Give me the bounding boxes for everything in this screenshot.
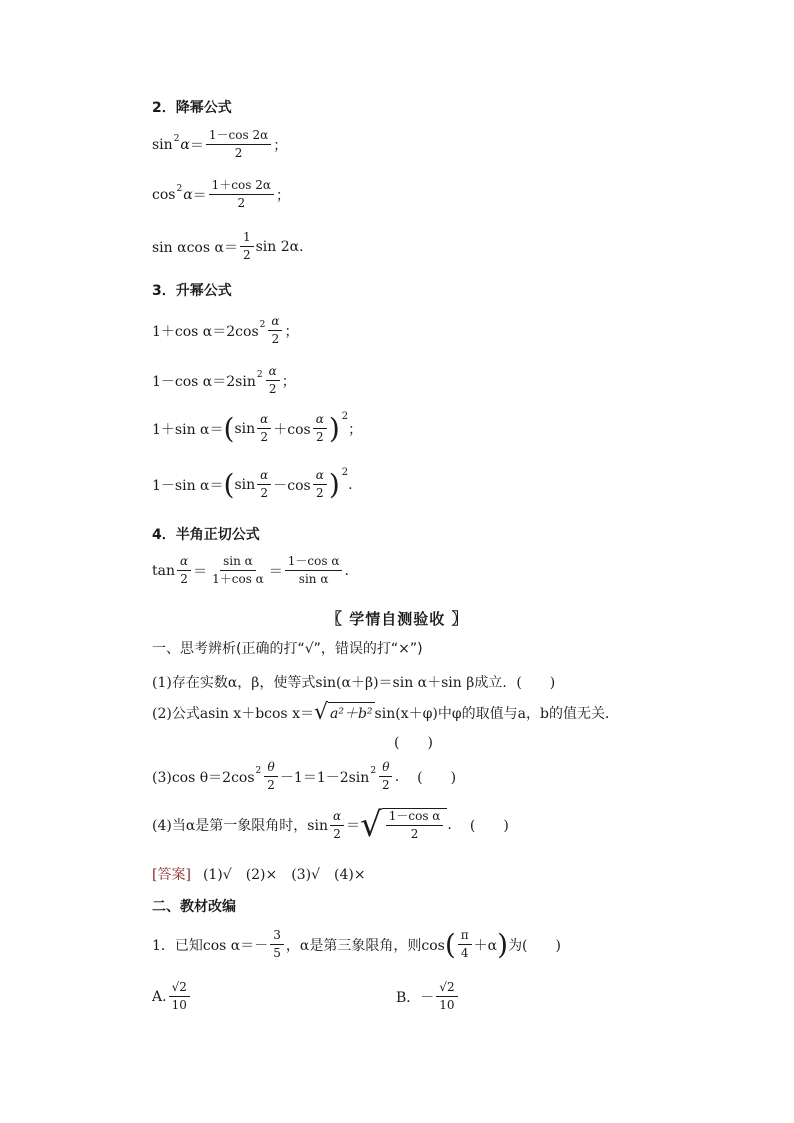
- func: －cos: [273, 477, 311, 494]
- question-text: sin(x＋φ)中φ的取值与a，b的值无关．: [374, 706, 619, 722]
- question-text: 1．已知cos α＝－: [152, 937, 269, 954]
- radicand: a²＋b²: [328, 702, 375, 724]
- numerator: α: [313, 468, 327, 485]
- exp: 2: [255, 765, 262, 776]
- question-3: [152, 760, 457, 793]
- question-4: [152, 805, 509, 845]
- eq: ＝: [268, 563, 283, 580]
- term: ＋α: [473, 937, 498, 954]
- numerator: θ: [379, 760, 392, 777]
- fraction: [270, 928, 284, 961]
- formula-sincos: [152, 230, 304, 263]
- denominator: 2: [237, 196, 246, 210]
- numerator: α: [177, 554, 191, 571]
- fraction: [257, 468, 271, 501]
- question-text: (3)cos θ＝2cos: [152, 769, 255, 786]
- numerator: 1－cos α: [386, 809, 444, 826]
- denominator: 4: [460, 946, 469, 960]
- section-2-title: 2．降幂公式: [152, 100, 232, 116]
- lhs: 1－cos α＝2sin: [152, 373, 256, 390]
- question-text: 为( ): [508, 937, 561, 954]
- option-b: [396, 980, 460, 1013]
- numerator: 1－cos α: [285, 554, 343, 571]
- radical-icon: √: [360, 805, 382, 845]
- punct: .: [344, 562, 349, 579]
- eq: ＝: [346, 818, 361, 834]
- section-3-title: 3．升幂公式: [152, 283, 232, 299]
- option-label: A.: [152, 988, 167, 1005]
- fraction: [240, 230, 254, 263]
- numerator: √2: [169, 980, 190, 997]
- option-a: [152, 980, 192, 1013]
- func: sin: [234, 420, 256, 437]
- rhs: sin 2α.: [255, 238, 304, 255]
- denominator: 5: [273, 946, 281, 960]
- fraction: [313, 468, 327, 501]
- fraction: [379, 760, 393, 793]
- answer-blank: ( ): [516, 675, 556, 691]
- question-2-blank: [394, 732, 433, 752]
- punct: ；: [275, 187, 290, 204]
- answer-blank: ( ): [469, 818, 509, 834]
- numerator: α: [257, 468, 271, 485]
- punct: .: [447, 817, 452, 833]
- punct: .: [348, 476, 353, 493]
- denominator: 2: [180, 572, 188, 586]
- answer-line: [152, 864, 366, 884]
- punct: ；: [284, 323, 299, 340]
- question-text: (4)当α是第一象限角时，sin: [152, 818, 328, 834]
- numerator: α: [268, 314, 282, 331]
- denominator: 2: [260, 486, 268, 500]
- fraction: [436, 980, 457, 1013]
- sqrt: [360, 805, 447, 845]
- answer-text: (1)√ (2)× (3)√ (4)×: [202, 867, 366, 883]
- numerator: sin α: [220, 554, 256, 571]
- numerator: 1＋cos 2α: [209, 178, 274, 195]
- exp: 2: [370, 765, 377, 776]
- section-4-title: 4．半角正切公式: [152, 527, 260, 543]
- sqrt: [314, 702, 375, 724]
- formula-1psin: [152, 412, 362, 445]
- punct: .: [394, 768, 400, 785]
- numerator: α: [257, 412, 271, 429]
- denominator: 2: [410, 827, 419, 841]
- question-1: [152, 672, 556, 692]
- left-paren: (: [223, 411, 235, 445]
- exp: 2: [176, 183, 183, 194]
- radicand: [382, 808, 448, 842]
- radical-icon: √: [313, 700, 328, 725]
- option-label: B．－: [396, 989, 435, 1006]
- fraction: [285, 554, 343, 587]
- punct: ；: [273, 137, 288, 154]
- section-banner-text: 学情自测验收: [349, 610, 446, 628]
- fraction: [257, 412, 271, 445]
- question-text: (2)公式asin x＋bcos x＝: [152, 706, 314, 722]
- func: tan: [152, 562, 175, 579]
- left-bracket: 〖: [326, 609, 344, 628]
- denominator: 2: [242, 248, 251, 262]
- exp: 2: [341, 467, 349, 478]
- left-paren: (: [444, 927, 456, 961]
- formula-tan-half: [152, 554, 349, 587]
- denominator: 1＋cos α: [212, 572, 264, 586]
- numerator: θ: [264, 760, 277, 777]
- func: cos: [152, 186, 176, 203]
- fraction: [209, 178, 274, 211]
- denominator: 2: [260, 430, 268, 444]
- answer-blank: ( ): [417, 769, 457, 786]
- punct: ；: [348, 421, 363, 438]
- question-2: [152, 702, 619, 724]
- question-text: (1)存在实数α，β，使等式sin(α＋β)＝sin α＋sin β成立．: [152, 675, 517, 691]
- denominator: 2: [271, 332, 280, 346]
- denominator: 2: [315, 486, 324, 500]
- numerator: α: [330, 809, 344, 826]
- formula-cos2: [152, 178, 290, 211]
- question-text: ，α是第三象限角，则cos: [285, 937, 445, 954]
- section-banner: [326, 606, 469, 629]
- fraction: [330, 809, 344, 842]
- part-2-title: 二、教材改编: [152, 899, 236, 915]
- numerator: 3: [270, 928, 284, 945]
- func: ＋cos: [273, 421, 311, 438]
- formula-sin2: [152, 128, 287, 161]
- fraction: [266, 364, 280, 397]
- right-paren: ): [328, 467, 340, 501]
- denominator: 2: [333, 826, 341, 841]
- denominator: 2: [315, 430, 324, 444]
- numerator: α: [313, 412, 327, 429]
- func: sin: [152, 136, 173, 153]
- denominator: 10: [439, 998, 455, 1012]
- func: sin: [234, 476, 256, 493]
- eq: ＝: [193, 563, 208, 580]
- fraction: [264, 760, 278, 793]
- fraction: [458, 928, 472, 961]
- var: α: [180, 136, 190, 153]
- fraction: [209, 554, 267, 587]
- exercise-1: [152, 928, 561, 961]
- right-paren: ): [497, 927, 509, 961]
- answer-blank: ( ): [394, 735, 433, 751]
- fraction: [206, 128, 271, 161]
- part-1-title: 一、思考辨析(正确的打“√”，错误的打“×”): [152, 641, 423, 657]
- exp: 2: [341, 411, 349, 422]
- question-text: －1＝1－2sin: [279, 769, 370, 786]
- exp: 2: [173, 133, 180, 144]
- var: α: [183, 186, 193, 203]
- denominator: 2: [382, 778, 390, 792]
- right-paren: ): [328, 411, 340, 445]
- denominator: 2: [267, 778, 275, 792]
- lhs: 1＋sin α＝: [152, 421, 224, 438]
- exp: 2: [256, 369, 263, 380]
- denominator: 10: [171, 998, 187, 1012]
- numerator: √2: [436, 980, 457, 997]
- formula-1pcos: [152, 314, 298, 347]
- numerator: α: [266, 364, 280, 381]
- formula-1msin: [152, 468, 353, 501]
- numerator: 1－cos 2α: [206, 128, 271, 145]
- formula-1mcos: [152, 364, 296, 397]
- answer-tag: [答案]: [152, 867, 191, 883]
- denominator: sin α: [298, 572, 329, 586]
- left-paren: (: [223, 467, 235, 501]
- exp: 2: [259, 319, 266, 330]
- denominator: 2: [234, 146, 243, 160]
- numerator: π: [458, 928, 472, 945]
- fraction: [169, 980, 190, 1013]
- fraction: [386, 809, 444, 842]
- right-bracket: 〗: [451, 609, 469, 628]
- fraction: [313, 412, 327, 445]
- denominator: 2: [268, 382, 277, 396]
- lhs: 1＋cos α＝2cos: [152, 323, 259, 340]
- fraction: [177, 554, 191, 587]
- fraction: [268, 314, 282, 347]
- eq: ＝: [189, 137, 204, 154]
- lhs: sin αcos α＝: [152, 239, 238, 256]
- numerator: 1: [240, 230, 254, 247]
- lhs: 1－sin α＝: [152, 477, 224, 494]
- punct: ；: [281, 373, 296, 390]
- eq: ＝: [192, 187, 207, 204]
